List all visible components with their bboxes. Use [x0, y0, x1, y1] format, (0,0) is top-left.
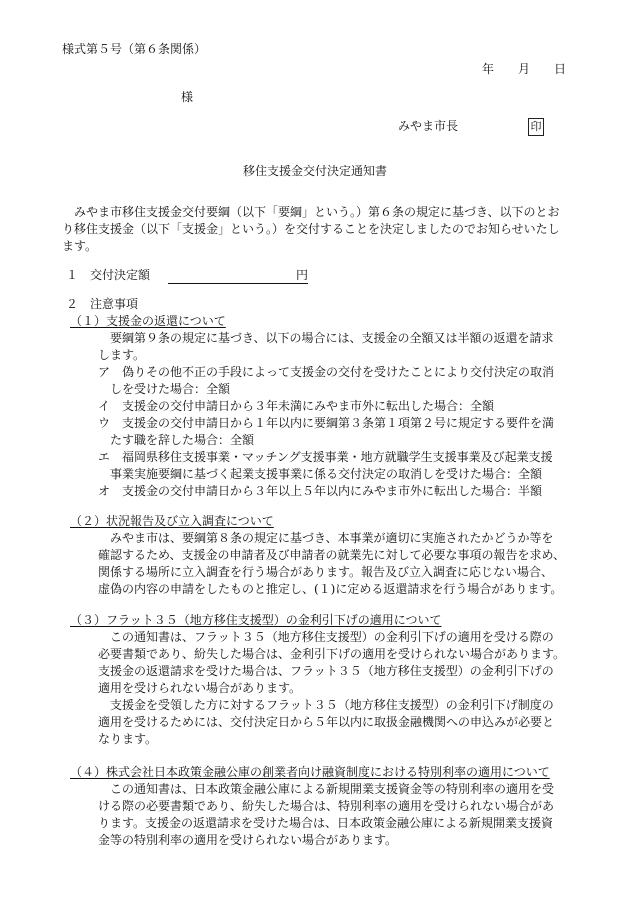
- document-title: 移住支援金交付決定通知書: [242, 164, 387, 178]
- notes-heading: ２ 注意事項: [66, 297, 139, 311]
- intro-line: ます。: [62, 239, 98, 253]
- amount-label: １ 交付決定額: [66, 268, 151, 282]
- body-line: 必要書類であり、紛失した場合は、金利引下げの適用を受けられない場合があります。: [98, 647, 566, 661]
- amount-unit: 円: [296, 268, 309, 282]
- item-line: 事業実施要綱に基づく起業支援事業に係る交付決定の取消しを受けた場合：全額: [110, 467, 543, 481]
- item-line: たす職を辞した場合：全額: [110, 433, 255, 447]
- body-line: 適用を受けるためには、交付決定日から５年以内に取扱金融機関への申込みが必要と: [98, 715, 555, 729]
- item-line: イ 支援金の交付申請日から３年未満にみやま市外に転出した場合：全額: [98, 399, 495, 413]
- body-line: この通知書は、日本政策金融公庫による新規開業支援資金等の特別利率の適用を受: [110, 782, 555, 796]
- seal-mark: 印: [528, 118, 544, 136]
- item-line: しを受けた場合：全額: [110, 382, 231, 396]
- section-body-flat35: [98, 629, 565, 748]
- body-line: 支援金の返還請求を受けた場合は、フラット３５（地方移住支援型）の金利引下げの: [98, 664, 554, 678]
- body-line: 適用を受けられない場合があります。: [98, 681, 302, 695]
- issuer-name: みやま市長: [398, 119, 459, 133]
- section-heading-inspection: （２）状況報告及び立入調査について: [70, 514, 274, 528]
- item-line: エ 福岡県移住支援事業・マッチング支援事業・地方就職学生支援事業及び起業支援: [98, 450, 553, 464]
- section-heading-flat35: （３）フラット３５（地方移住支援型）の金利引下げの適用について: [70, 613, 442, 627]
- list-item: [98, 398, 554, 415]
- item-line: ウ 支援金の交付申請日から１年以内に要綱第３条第１項第２号に規定する要件を満: [98, 416, 555, 430]
- body-line: します。: [98, 348, 146, 362]
- intro-line: り移住支援金（以下「支援金」という。）を交付することを決定しましたのでお知らせいたし: [62, 222, 560, 236]
- addressee-suffix: 様: [181, 90, 194, 104]
- body-line: なります。: [98, 732, 158, 746]
- section-body-inspection: [98, 530, 565, 598]
- body-line: 関係する場所に立入調査を行う場合があります。報告及び立入調査に応じない場合、: [98, 565, 554, 579]
- amount-field: [168, 268, 308, 284]
- body-line: 要綱第９条の規定に基づき、以下の場合には、支援金の全額又は半額の返還を請求: [110, 331, 554, 345]
- section-body-jfc: [98, 781, 554, 849]
- list-item: [98, 483, 554, 500]
- item-line: ア 偽りその他不正の手段によって支援金の交付を受けたことにより交付決定の取消: [98, 365, 555, 379]
- intro-paragraph: [62, 204, 560, 255]
- amount-row: [66, 267, 308, 284]
- section-heading-refund: （１）支援金の返還について: [70, 314, 226, 328]
- list-item: [98, 364, 554, 398]
- body-line: 金等の特別利率の適用を受けられない場合があります。: [98, 833, 398, 847]
- body-line: ける際の必要書類であり、紛失した場合は、特別利率の適用を受けられない場合があ: [98, 799, 555, 813]
- form-number: 様式第５号（第６条関係）: [62, 42, 207, 56]
- body-line: みやま市は、要綱第８条の規定に基づき、本事業が適切に実施されたかどうか等を: [110, 531, 554, 545]
- list-item: [98, 415, 554, 449]
- body-line: ります。支援金の返還請求を受けた場合は、日本政策金融公庫による新規開業支援資: [98, 816, 554, 830]
- item-line: オ 支援金の交付申請日から３年以上５年以内にみやま市外に転出した場合：半額: [98, 484, 543, 498]
- body-line: 確認するため、支援金の申請者及び申請者の就業先に対して必要な事項の報告を求め、: [98, 548, 566, 562]
- body-line: この通知書は、フラット３５（地方移住支援型）の金利引下げの適用を受ける際の: [110, 630, 554, 644]
- intro-line: みやま市移住支援金交付要綱（以下「要綱」という。）第６条の規定に基づき、以下のとお: [74, 205, 560, 219]
- section-body-refund: [98, 330, 554, 500]
- section-heading-jfc: （４）株式会社日本政策金融公庫の創業者向け融資制度における特別利率の適用について: [70, 765, 550, 779]
- list-item: [98, 449, 554, 483]
- body-line: 支援金を受領した方に対するフラット３５（地方移住支援型）の金利引下げ制度の: [110, 698, 554, 712]
- date-line: 年 月 日: [482, 62, 567, 76]
- body-line: 虚偽の内容の申請をしたものと推定し、(１)に定める返還請求を行う場合があります。: [98, 582, 563, 596]
